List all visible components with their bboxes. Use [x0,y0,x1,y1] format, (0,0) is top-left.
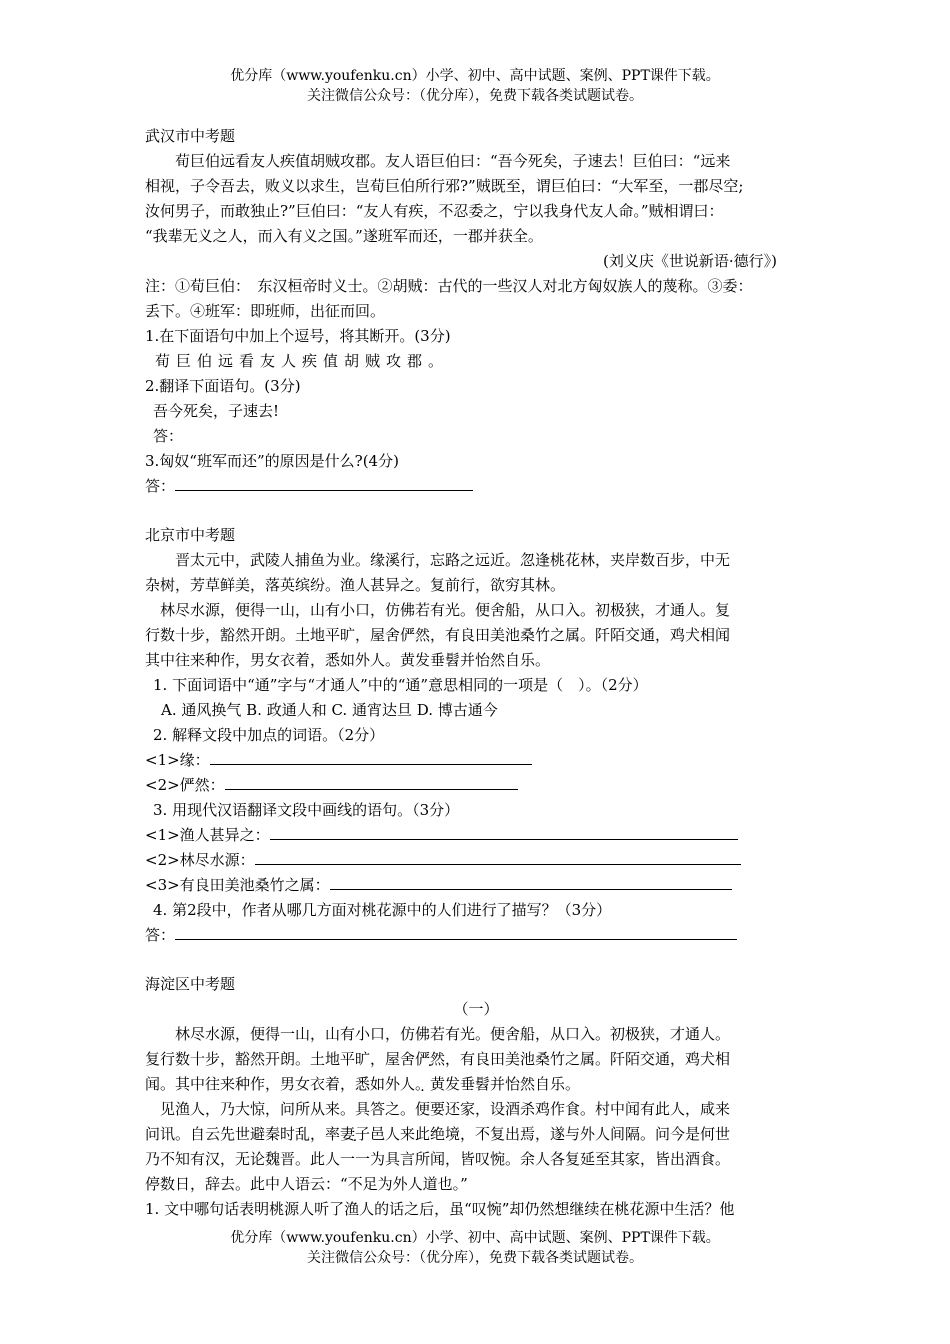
answer-label: 答： [145,477,176,495]
answer-line [145,474,807,499]
note: 注：①荀巨伯： 东汉桓帝时义士。②胡贼：古代的一些汉人对北方匈奴族人的蔑称。③委： [145,277,753,295]
section-title-haidian: 海淀区中考题 [145,975,236,993]
question: 1.在下面语句中加上个逗号，将其断开。(3分) [145,327,451,345]
paragraph: 相视，子令吾去，败义以求生，岂荀巨伯所行邪?”贼既至，谓巨伯曰：“大军至，一郡尽空; [145,177,744,195]
paragraph: “我辈无义之人，而入有义之国。”遂班军而还，一郡并获全。 [145,227,543,245]
paragraph: 复行数十步，豁然开朗。土地平旷，屋舍俨然，有良田美池桑竹之属。阡陌交通，鸡犬相 [145,1050,731,1068]
question: 3.匈奴“班军而还”的原因是什么?(4分) [145,452,399,470]
paragraph: 荀巨伯远看友人疾值胡贼攻郡。友人语巨伯曰：“吾今死矣，子速去！巨伯曰：“远来 [175,152,731,170]
answer-label: 答： [145,926,176,944]
dotted-word: 妻子 [340,1125,371,1143]
question-text: 吾今死矣，子速去! [153,402,280,420]
section-title-beijing: 北京市中考题 [145,526,236,544]
answer-blank[interactable] [270,823,738,840]
answer-line [145,823,807,848]
page-footer [0,1228,950,1268]
dotted-word: 俨然 [415,1050,446,1068]
footer-line-2: 关注微信公众号：（优分库），免费下载各类试题试卷。 [307,1250,643,1266]
document-body [145,124,807,1222]
subsection-title: （一） [453,1000,499,1018]
question-options: A. 通风换气 B. 政通人和 C. 通宵达旦 D. 博古通今 [161,701,498,719]
answer-blank[interactable] [330,873,732,890]
answer-blank[interactable] [255,848,741,865]
answer-line [145,773,807,798]
dotted-word: 。 · [415,1075,430,1093]
answer-blank[interactable] [175,474,473,491]
source-citation: (刘义庆《世说新语·德行》) [603,252,777,270]
answer-blank[interactable] [225,773,518,790]
paragraph: 林尽水源，便得一山，山有小口，仿佛若有光。便舍船，从口入。初极狭，才通人。 [175,1025,731,1043]
paragraph: 林尽水源，便得一山，山有小口，仿佛若有光。便舍船，从口入。初极狭，才通人。复 [160,601,731,619]
answer-label: <1>渔人甚异之： [145,826,270,844]
question: 3. 用现代汉语翻译文段中画线的语句。（3分） [153,801,460,819]
question: 4. 第2段中，作者从哪几方面对桃花源中的人们进行了描写？（3分） [153,901,612,919]
paragraph: 见渔人，乃大惊，问所从来。具答之。便要还家，设酒杀鸡作食。村中闻有此人，咸来 [160,1100,731,1118]
paragraph: 晋太元中，武陵人捕鱼为业。缘溪行，忘路之远近。忽逢桃花林，夹岸数百步，中无 [175,551,731,569]
paragraph: 闻。其中往来种作，男女衣着，悉如外人。 ·黄发垂髫并怡然自乐。 [145,1072,807,1097]
note: 丢下。④班军：即班师，出征而回。 [145,302,386,320]
paragraph: 行数十步，豁然开朗。土地平旷，屋舍俨然，有良田美池桑竹之属。阡陌交通，鸡犬相闻 [145,626,731,644]
answer-label: <2>俨然： [145,776,225,794]
answer-blank[interactable] [210,748,532,765]
answer-line [145,873,807,898]
answer-blank[interactable] [175,923,737,940]
header-line-1: 优分库（www.youfenku.cn）小学、初中、高中试题、案例、PPT课件下载。 [230,68,720,84]
question: 1. 文中哪句话表明桃源人听了渔人的话之后，虽“叹惋”却仍然想继续在桃花源中生活？他 [145,1200,735,1218]
page-header [0,66,950,106]
section-title-wuhan: 武汉市中考题 [145,127,236,145]
answer-line [145,748,807,773]
answer-label: <2>林尽水源： [145,851,255,869]
question-text: 荀巨伯远看友人疾值胡贼攻郡。 [155,352,450,370]
paragraph: 停数日，辞去。此中人语云：“不足为外人道也。” [145,1175,468,1193]
paragraph: 问讯。自云先世避秦时乱，率妻子邑人来此绝境，不复出焉，遂与外人间隔。问今是何世 [145,1125,731,1143]
answer-line [145,923,807,948]
question: 1. 下面词语中“通”字与“才通人”中的“通”意思相同的一项是（ ）。（2分） [153,676,648,694]
answer-label: <3>有良田美池桑竹之属： [145,876,330,894]
paragraph: 汝何男子，而敢独止?”巨伯曰：“友人有疾，不忍委之，宁以我身代友人命。”贼相谓曰： [145,202,724,220]
question: 2.翻译下面语句。(3分) [145,377,301,395]
answer-label: 答： [153,427,184,445]
question: 2. 解释文段中加点的词语。（2分） [153,726,385,744]
answer-line [145,848,807,873]
paragraph: 其中往来种作，男女衣着，悉如外人。黄发垂髫并怡然自乐。 [145,651,551,669]
paragraph: 杂树，芳草鲜美，落英缤纷。渔人甚异之。复前行，欲穷其林。 [145,576,566,594]
header-line-2: 关注微信公众号：（优分库），免费下载各类试题试卷。 [307,88,643,104]
footer-line-1: 优分库（www.youfenku.cn）小学、初中、高中试题、案例、PPT课件下载。 [230,1230,720,1246]
paragraph: 乃不知有汉，无论魏晋。此人一一为具言所闻，皆叹惋。余人各复延至其家，皆出酒食。 [145,1150,731,1168]
answer-label: <1>缘： [145,751,210,769]
